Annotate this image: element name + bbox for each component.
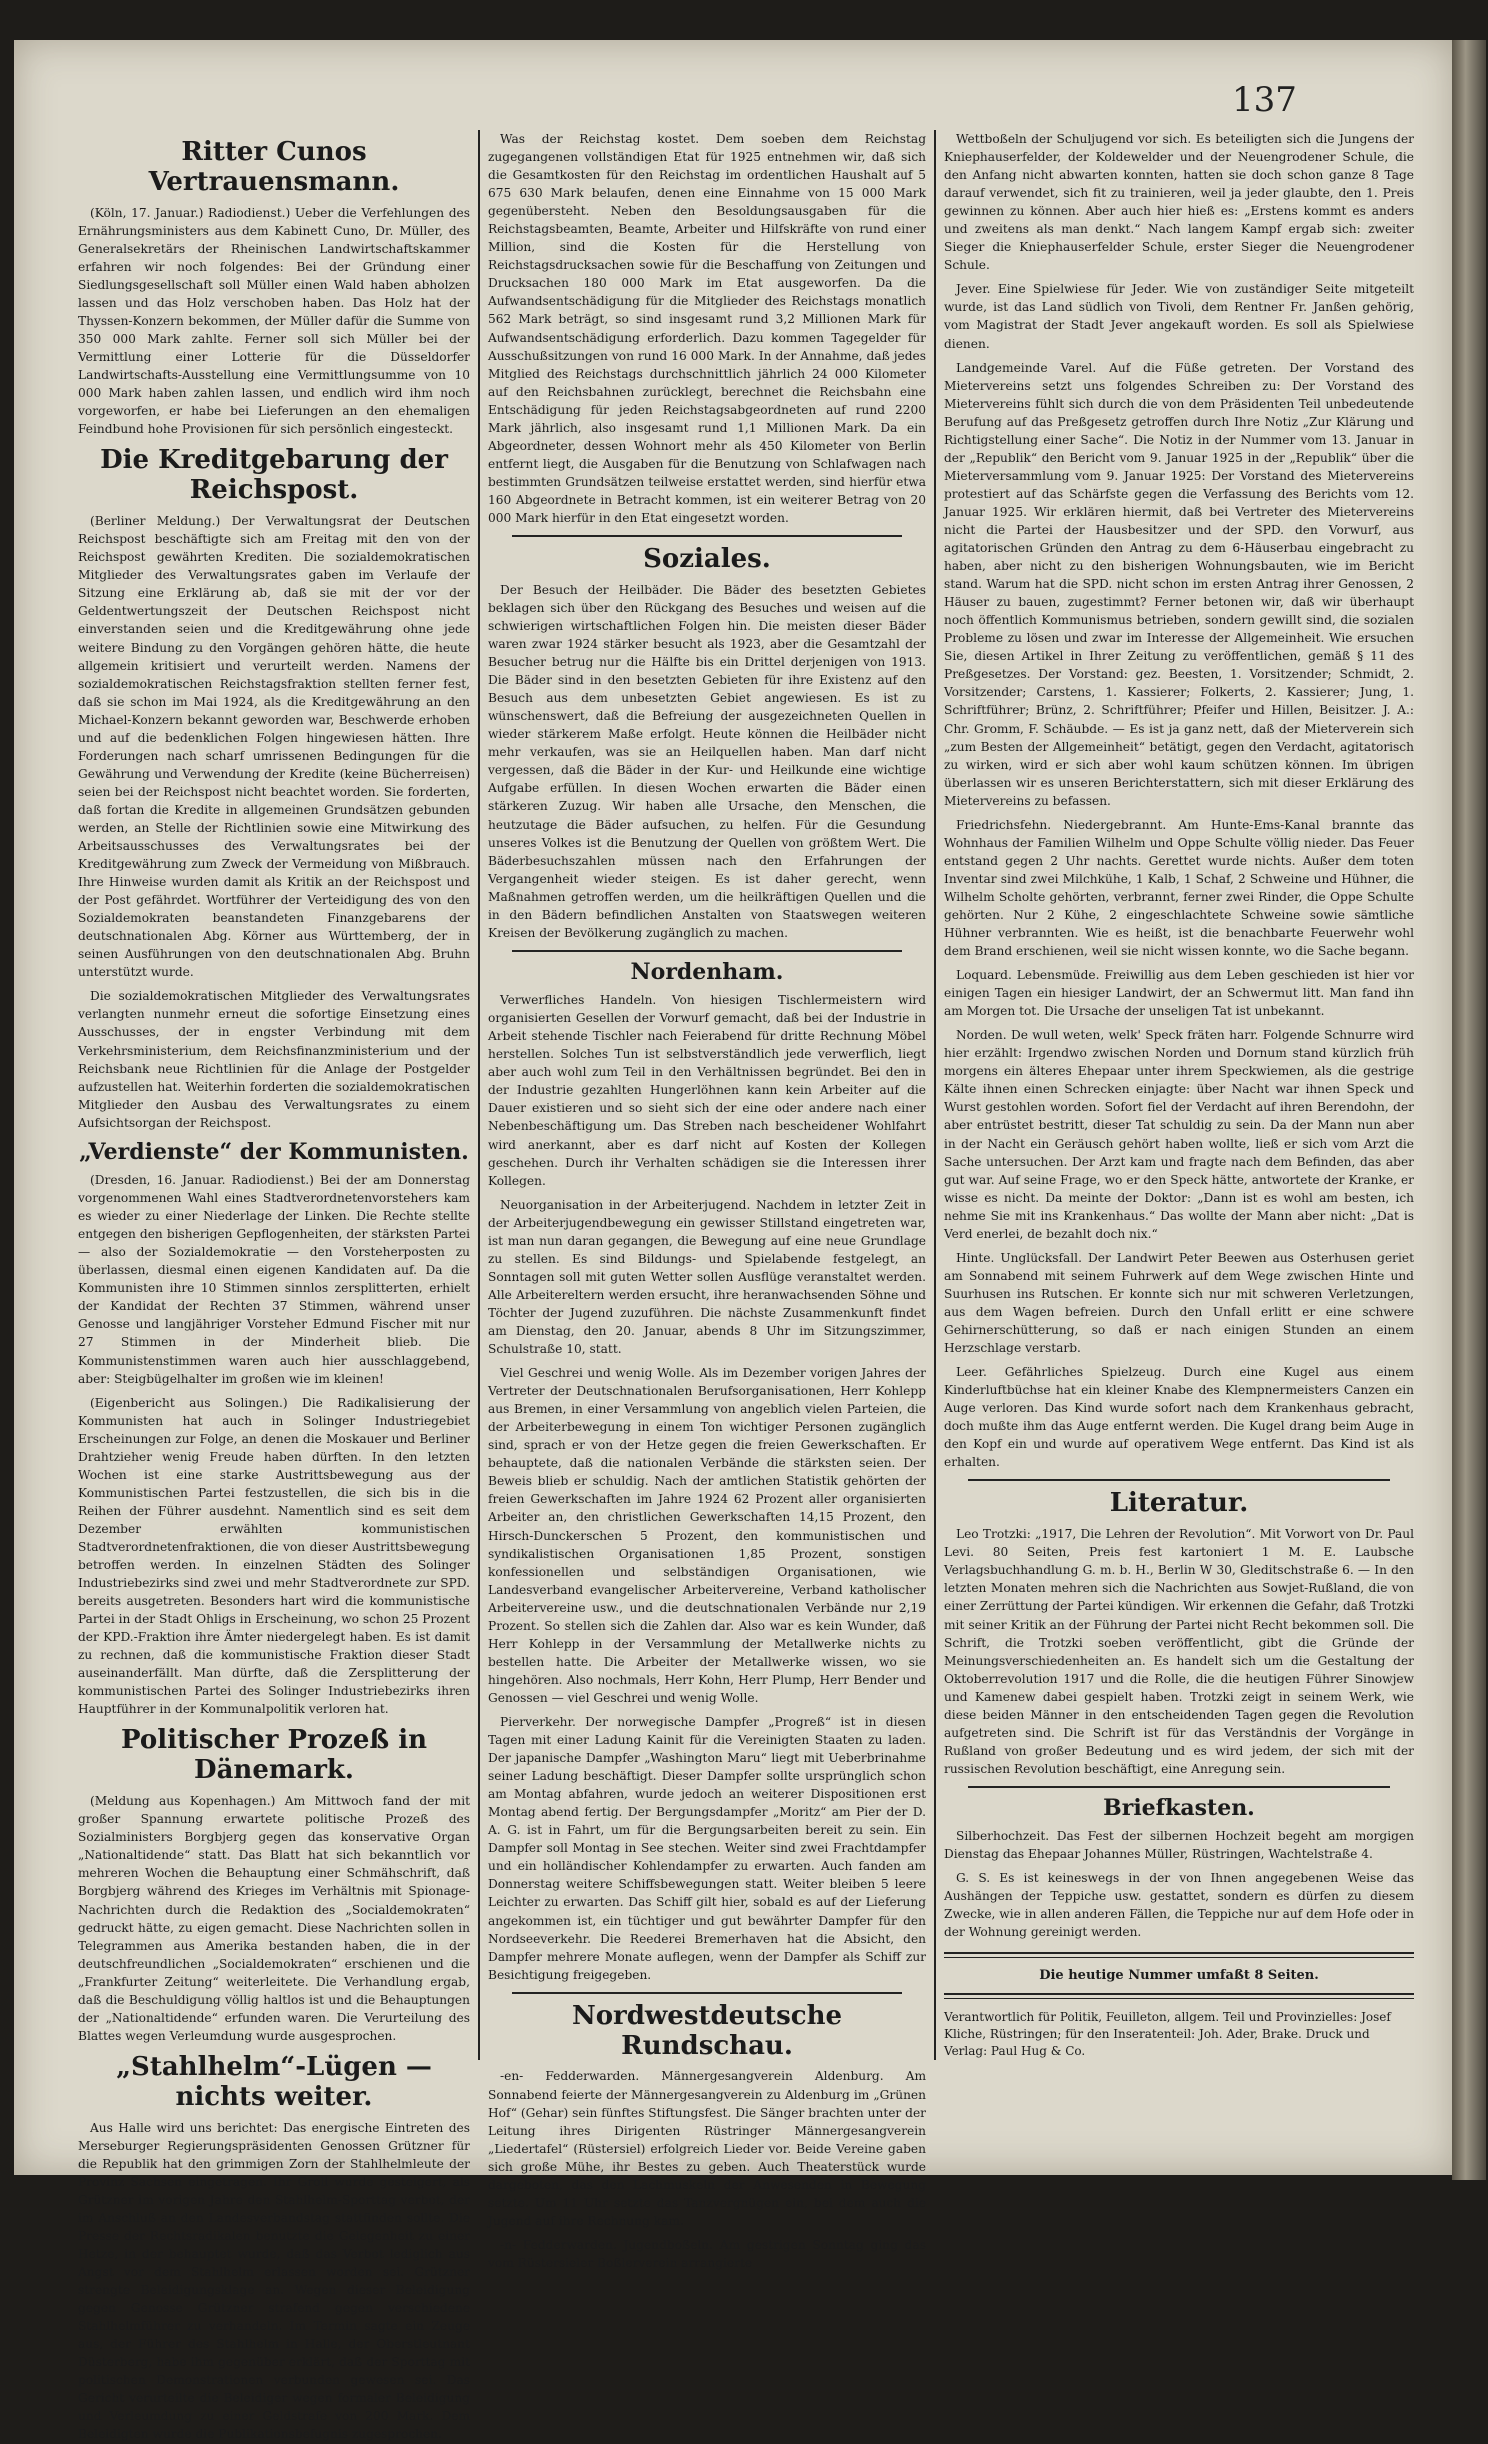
article-text: Jever. Eine Spielwiese für Jeder. Wie von zuständiger Seite mitgeteilt wurde, ist das Land südlich von Tivoli, dem Rentner Fr. Janßen gehörig, vom Magistrat der Stadt Jever angekauft worden. Es soll als Spielwiese dienen. xyxy=(944,282,1414,351)
section-divider xyxy=(968,1479,1390,1481)
book-edge xyxy=(1452,40,1486,2180)
article-text: Aus Halle wird uns berichtet: Das energische Eintreten des Merseburger Regierungspräsidenten Genossen Grützner für die Republik hat den grimmigen Zorn der Stahlhelmleute der Provinz Sachsen eingetragen. Ihr Groll wurde gesteigert, als Grützner im vorigen Jahre den Stahlhelm-Sporttag verbot, der im Anschluß an den Landesverbandstag stattfinden sollte. Die Presse der Rechtsradikalen benutzte die Gelegenheit zu einer Hetze, in der behauptet wurde, daß das Verbot lediglich aus Angst vor dem Stahlhelm erlassen worden sei. Grützner strengte Beleidigungsklage an. Wegen dieser Beleidigung gegen Genosse Grützner strafend gegen verschiedene Stahlhelmführer zu verhandeln. Im Termin sagte ein Zeuge aus, der Führer des Stahlhelm in Halle, der Oberstleutnant Düsterberg, habe ihm gegenüber erklärt, daß der Sporttag mit politischen Demonstrationen verbunden gewesen sei. Das Gericht verurteilte die Beleidiger wegen formaler Beleidigung und Verleumdung zu einer Geldstrafe von 200 Mark. Dem Beleidigten wurde die Publikationsbefugnis zugesprochen. xyxy=(78,2120,470,2442)
imprint: Verantwortlich für Politik, Feuilleton, allgem. Teil und Provinzielles: Josef Kliche, Rüstringen; für den Inseratenteil: Joh. Ader, Brake. Druck und Verlag: Paul Hug & Co. xyxy=(944,2009,1391,2059)
article-text: Hinte. Unglücksfall. Der Landwirt Peter Beewen aus Osterhusen geriet am Sonnabend mit seinem Fuhrwerk auf dem Wege zwischen Hinte und Suurhusen ins Rutschen. Er konnte sich nur mit schweren Verletzungen, aus dem Wagen befreien. Durch den Unfall erlitt er eine schwere Gehirnerschütterung, so daß er nach einigen Stunden an einem Herzschlage verstarb. xyxy=(944,1250,1414,1356)
article-title: „Stahlhelm“-Lügen — nichts weiter. xyxy=(116,2051,432,2112)
article-text: (Dresden, 16. Januar. Radiodienst.) Bei der am Donnerstag vorgenommenen Wahl eines Stadtverordnetenvorstehers kam es wieder zu einer Niederlage der Linken. Die Rechte stellte entgegen den bisherigen Gepflogenheiten, der stärksten Partei — also der Sozialdemokratie — den Vorsteherposten zu überlassen, diesmal einen eigenen Kandidaten auf. Da die Kommunisten ihre 10 Stimmen sinnlos zersplitterten, erhielt der Kandidat der Rechten 37 Stimmen, während unser Genosse und langjähriger Vorsteher Edmund Fischer mit nur 27 Stimmen in der Minderheit blieb. Die Kommunistenstimmen waren auch hier ausschlaggebend, aber: Steigbügelhalter im großen wie im kleinen! xyxy=(78,1173,470,1386)
article-text: Pierverkehr. Der norwegische Dampfer „Progreß“ ist in diesen Tagen mit einer Ladung Kainit für die Vereinigten Staaten zu laden. Der japanische Dampfer „Washington Maru“ liegt mit Ueberbrinahme seiner Ladung beschäftigt. Dieser Dampfer sollte ursprünglich schon am Montag abfahren, wurde jedoch an weiterer Dispositionen erst Montag abend fertig. Der Bergungsdampfer „Moritz“ am Pier der D. A. G. ist in Fahrt, um für die Bergungsarbeiten bereit zu sein. Ein Dampfer soll Montag in See stechen. Weiter sind zwei Frachtdampfer und ein holländischer Kohlendampfer zu erwarten. Auch fanden am Donnerstag weitere Schiffsbewegungen statt. Weiter bleiben 5 leere Leichter zu erwarten. Das Schiff gilt hier, sobald es auf der Lieferung angekommen ist, ein tüchtiger und gut bewährter Dampfer für den Nordseeverkehr. Die Reederei Bremerhaven hat die Absicht, den Dampfer mehrere Monate auflegen, wenn der Dampfer als Schiff zur Besichtigung freigegeben. xyxy=(488,1714,926,1982)
section-title: Literatur. xyxy=(1109,1488,1249,1519)
column-rule-2 xyxy=(934,130,936,2060)
article-text: Was der Reichstag kostet. Dem soeben dem Reichstag zugegangenen vollständigen Etat für 1925 entnehmen wir, daß sich die Gesamtkosten für den Reichstag im ordentlichen Haushalt auf 5 675 630 Mark belaufen, denen eine Einnahme von 15 000 Mark gegenübersteht. Neben den Besoldungsausgaben für die Reichstagsbeamten, Beamte, Arbeiter und Hilfskräfte von rund einer Million, sind die Kosten für die Herstellung von Reichstagsdrucksachen sowie für die Beschaffung von Zeitungen und Drucksachen 180 000 Mark im Etat ausgeworfen. Da die Aufwandsentschädigung für die Mitglieder des Reichstags monatlich 562 Mark beträgt, so sind insgesamt rund 3,2 Millionen Mark für Aufwandsentschädigung erforderlich. Dazu kommen Tagegelder für Ausschußsitzungen von rund 16 000 Mark. In der Annahme, daß jedes Mitglied des Reichstags durchschnittlich jährlich 24 000 Kilometer auf den Reichsbahnen zurücklegt, berechnet die Reichsbahn eine Entschädigung für jeden Reichstagsabgeordneten auf rund 2200 Mark jährlich, also insgesamt rund 1,1 Millionen Mark. Da ein Abgeordneter, dessen Wohnort mehr als 450 Kilometer von Berlin entfernt liegt, die Ausgaben für die Benutzung von Schlafwagen nach bestimmten Grundsätzen teilweise erstattet werden, sind hierfür etwa 160 Abgeordnete in Betracht kommen, ist ein weiterer Betrag von 20 000 Mark hierfür in den Etat eingesetzt worden. xyxy=(488,132,926,525)
article-text: (Eigenbericht aus Solingen.) Die Radikalisierung der Kommunisten hat auch in Solinger Industriegebiet Erscheinungen zur Folge, an denen die Moskauer und Berliner Drahtzieher wenig Freude haben dürften. In den letzten Wochen ist eine starke Austrittsbewegung aus der Kommunistischen Partei festzustellen, die sich bis in die Reihen der Führer ausdehnt. Namentlich sind es seit dem Dezember erwählten kommunistischen Stadtverordnetenfraktionen, die von dieser Austrittsbewegung betroffen werden. In einzelnen Städten des Solinger Industriebezirks sind zwei und mehr Stadtverordnete zur SPD. bereits ausgetreten. Besonders hart wird die kommunistische Partei in der Stadt Ohligs in Erscheinung, wo schon 25 Prozent der KPD.-Fraktion ihre Ämter niedergelegt haben. Es ist damit zu rechnen, daß die kommunistische Fraktion dieser Stadt auseinanderfällt. Man dürfte, daß die Zersplitterung der kommunistischen Partei des Solinger Industriebezirks ihren Hauptführer in der Kommunalpolitik verloren hat. xyxy=(78,1395,470,1717)
article-text: (Köln, 17. Januar.) Radiodienst.) Ueber die Verfehlungen des Ernährungsministers aus dem Kabinett Cuno, Dr. Müller, des Generalsekretärs der Rheinischen Landwirtschaftskammer erfahren wir noch folgendes: Bei der Gründung einer Siedlungsgesellschaft soll Müller einen Wald haben abholzen lassen und das Holz verschoben haben. Das Holz hat der Thyssen-Konzern bekommen, der Müller dafür die Summe von 350 000 Mark zahlte. Ferner soll sich Müller bei der Vermittlung einer Lotterie für die Düsseldorfer Landwirtschafts-Ausstellung eine Vermittlungsumme von 10 000 Mark haben zahlen lassen, und endlich wird ihm noch vorgeworfen, er habe bei Lieferungen an den ehemaligen Feindbund hohe Provisionen für sich persönlich eingesteckt. xyxy=(78,205,470,437)
column-1 xyxy=(78,130,470,2442)
footer-divider xyxy=(944,1952,1414,1958)
article-text: Norden. De wull weten, welk' Speck fräten harr. Folgende Schnurre wird hier erzählt: Irgendwo zwischen Norden und Dornum stand kürzlich früh morgens ein älteres Ehepaar unter ihrem Speckwiemen, als die gestrige Kälte ihnen einen Schrecken einjagte: über Nacht war ihnen Speck und Wurst gestohlen worden. Sofort fiel der Verdacht auf ihren Berendohn, der aber entrüstet bestritt, dieser Tat schuldig zu sein. Da der Mann nun aber in der Nacht ein Geräusch gehört haben wollte, ließ er sich vom Arzt die Sache untersuchen. Der Arzt kam und fragte nach dem Befinden, das aber gut war. Auf seine Frage, wo er den Speck hätte, antwortete der Kranke, er wisse es nicht. Da meinte der Doktor: „Dann ist es wohl am besten, ich nehme Sie mit ins Krankenhaus.“ Das wollte der Mann aber nicht: „Dat is Verd enerlei, de bezahlt doch nix.“ xyxy=(944,1028,1414,1241)
article-text: Leer. Gefährliches Spielzeug. Durch eine Kugel aus einem Kinderluftbüchse hat ein kleiner Knabe des Klempnermeisters Canzen ein Auge verloren. Das Kind wurde sofort nach dem Krankenhaus gebracht, doch mußte ihm das Auge entfernt werden. Die Kugel drang beim Auge in den Kopf ein und wurde auf operativem Wege entfernt. Das Kind ist als erhalten. xyxy=(944,1365,1414,1470)
article-text: Loquard. Lebensmüde. Freiwillig aus dem Leben geschieden ist hier vor einigen Tagen ein hiesiger Landwirt, der an Schwermut litt. Man fand ihn am Morgen tot. Die Ursache der unseligen Tat ist unbekannt. xyxy=(944,968,1414,1019)
article-text: -en- Fedderwarden. Männergesangverein Aldenburg. Am Sonnabend feierte der Männergesangverein zu Aldenburg im „Grünen Hof“ (Gehar) sein fünftes Stiftungsfest. Die Sänger brachten unter der Leitung ihres Dirigenten Rüstringer Männergesangverein „Liedertafel“ (Rüstersiel) erfolgreich Lieder vor. Beide Vereine gaben sich große Mühe, ihr Bestes zu geben. Auch Theaterstück wurde dargeboten, das den Lachmuskeln der Anwesenden in Bewegung setzte. Um 11 Uhr setzte das Tanzvergnügen ein, bei dem auch die Jugend auf ihre Rechnung kam. xyxy=(488,2069,926,2228)
section-title: Briefkasten. xyxy=(1103,1794,1255,1821)
article-text: Neuorganisation in der Arbeiterjugend. Nachdem in letzter Zeit in der Arbeiterjugendbewegung ein gewisser Stillstand eingetreten war, ist man nun daran gegangen, die Bewegung auf eine neue Grundlage zu stellen. Es sind Bildungs- und Spielabende festgelegt, an Sonntagen soll mit guten Wetter sollen Ausflüge veranstaltet werden. Alle Arbeitereltern werden ersucht, ihre heranwachsenden Söhne und Töchter der Jugend zuzuführen. Die nächste Zusammenkunft findet am Dienstag, den 20. Januar, abends 8 Uhr im Sitzungszimmer, Schulstraße 10, statt. xyxy=(488,1197,926,1357)
article-text: G. S. Es ist keineswegs in der von Ihnen angegebenen Weise das Aushängen der Teppiche usw. gestattet, sondern es dürfen zu diesem Zwecke, wie in allen anderen Fällen, die Teppiche nur auf dem Hofe oder in der Wohnung gereinigt werden. xyxy=(944,1871,1414,1940)
footer-divider xyxy=(944,1993,1414,1999)
article-text: Die sozialdemokratischen Mitglieder des Verwaltungsrates verlangten nunmehr erneut die sofortige Einsetzung eines Ausschusses, der in engster Verbindung mit dem Verkehrsministerium, dem Reichsfinanzministerium und der Reichsbank neue Richtlinien für die Anlage der Postgelder aufzustellen hat. Weiterhin forderten die sozialdemokratischen Mitglieder den Ausbau des Verwaltungsrates zu einem Aufsichtsorgan der Reichspost. xyxy=(78,989,470,1130)
section-divider xyxy=(512,535,902,537)
article-text: Landgemeinde Varel. Auf die Füße getreten. Der Vorstand des Mietervereins setzt uns folgendes Schreiben zu: Der Vorstand des Mietervereins fühlt sich durch die von dem Präsidenten Teil unbedeutende Berufung auf das Preßgesetz getroffen durch Ihre Notiz „Zur Klärung und Richtigstellung einer Sache“. Die Notiz in der Nummer vom 13. Januar in der „Republik“ den Bericht vom 9. Januar 1925 in der „Republik“ über die Mieterversammlung vom 9. Januar 1925: Der Vorstand des Mietervereins protestiert auf das Schärfste gegen die Verfassung des Berichts vom 12. Januar 1925. Wir erklären hiermit, daß bei Vertreter des Mietervereins nicht die Partei der Hausbesitzer und der SPD. den Vorwurf, aus agitatorischen Gründen den Antrag zu dem 6-Häuserbau eingebracht zu haben, aber nicht zu den bisherigen Wohnungsbauten, wie im Bericht stand. Warum hat die SPD. nicht schon im ersten Antrag ihrer Genossen, 2 Häuser zu bauen, zugestimmt? Ferner betonen wir, daß wir überhaupt noch öffentlich Kommunismus betrieben, sondern gewillt sind, die sozialen Probleme zu lösen und zwar im Interesse der Allgemeinheit. Wie ersuchen Sie, diesen Artikel in Ihrer Zeitung zu veröffentlichen, gemäß § 11 des Preßgesetzes. Der Vorstand: gez. Beesten, 1. Vorsitzender; Schmidt, 2. Vorsitzender; Carstens, 1. Kassierer; Folkerts, 2. Kassierer; Jung, 1. Schriftführer; Brünz, 2. Schriftführer; Pfeifer und Hillen, Beisitzer. J. A.: Chr. Gromm, F. Schäubde. — Es ist ja ganz nett, daß der Mieterverein sich „zum Besten der Allgemeinheit“ betätigt, gegen den Verdacht, agitatorisch zu wirken, wird er sich aber wohl kaum schützen können. Im übrigen überlassen wir es unseren Berichterstattern, sich mit dieser Erklärung des Mietervereins zu befassen. xyxy=(944,360,1414,808)
article-title: „Verdienste“ der Kommunisten. xyxy=(79,1138,469,1165)
article-text: Viel Geschrei und wenig Wolle. Als im Dezember vorigen Jahres der Vertreter der Deutschnationalen Berufsorganisationen, Herr Kohlepp aus Bremen, in einer Versammlung von angeblich vielen Parteien, die der Arbeiterbewegung in einem Ton wichtiger Personen zugänglich sind, sprach er von der Hetze gegen die freien Gewerkschaften. Er behauptete, daß die nationalen Verbände die stärksten seien. Der Beweis blieb er schuldig. Nach der amtlichen Statistik gehörten der freien Gewerkschaften im Jahre 1924 62 Prozent aller organisierten Arbeiter an, den christlichen Gewerkschaften 14,15 Prozent, den Hirsch-Dunckerschen 5 Prozent, den kommunistischen und syndikalistischen Organisationen 1,85 Prozent, sonstigen konfessionellen und selbständigen Organisationen, wie Landesverband evangelischer Arbeitervereine, Verband katholischer Arbeitervereine usw., und die deutschnationalen Verbände nur 2,19 Prozent. So stellen sich die Zahlen dar. Also war es kein Wunder, daß Herr Kohlepp in der Versammlung der Metallwerke nichts zu bestellen hatte. Die Arbeiter der Metallwerke wissen, wo sie hingehören. Also nochmals, Herr Kohn, Herr Plump, Herr Bender und Genossen — viel Geschrei und wenig Wolle. xyxy=(488,1366,926,1705)
article-text: -n- Fedderwarden. Jugendboßeln. Am gestrigen Sonntag ging das vom Rüstersieler Boßlerverein arrangierte xyxy=(488,2237,926,2270)
section-title: Nordenham. xyxy=(630,958,784,985)
page-count-note: Die heutige Nummer umfaßt 8 Seiten. xyxy=(1039,1967,1319,1983)
article-text: Der Besuch der Heilbäder. Die Bäder des besetzten Gebietes beklagen sich über den Rückgang des Besuches und weisen auf die schwierigen wirtschaftlichen Folgen hin. Die meisten dieser Bäder waren zwar 1924 stärker besucht als 1923, aber die Gesamtzahl der Besucher betrug nur die Hälfte bis ein Drittel derjenigen von 1913. Die Bäder sind in den besetzten Gebieten für ihre Existenz auf den Besuch aus dem unbesetzten Gebiet angewiesen. Es ist zu wünschenswert, daß die Befreiung der ausgezeichneten Quellen in wieder stärkerem Maße erfolgt. Heute können die Heilbäder nicht mehr verkaufen, was sie an Heilquellen haben. Man darf nicht vergessen, daß die Bäder in der Kur- und Heilkunde eine wichtige Aufgabe erfüllen. In diesen Wochen erwarten die Bäder einen stärkeren Zuzug. Wir haben alle Ursache, den Menschen, die heutzutage die Bäder aufsuchen, zu helfen. Für die Gesundung unseres Volkes ist die Benutzung der Quellen von größtem Wert. Die Bäderbesuchszahlen müssen nach den Erfahrungen der Vergangenheit wieder steigen. Es ist daher gerecht, wenn Maßnahmen getroffen werden, um die heilkräftigen Quellen und die in den Bädern befindlichen Anstalten von Staatswegen weiteren Kreisen der Bevölkerung zugänglich zu machen. xyxy=(488,582,926,940)
section-divider xyxy=(512,1992,902,1994)
article-text: (Meldung aus Kopenhagen.) Am Mittwoch fand der mit großer Spannung erwartete politische Prozeß des Sozialministers Borgbjerg gegen das konservative Organ „Nationaltidende“ statt. Das Blatt hat sich bekanntlich vor mehreren Wochen die Behauptung einer Schmähschrift, daß Borgbjerg während des Krieges im Verhältnis mit Spionage-Nachrichten durch die Redaktion des „Socialdemokraten“ gedruckt hätte, zu eigen gemacht. Diese Nachrichten sollen in Telegrammen aus Amerika bestanden haben, die in der deutschfreundlichen „Socialdemokraten“ erschienen und die „Frankfurter Zeitung“ weiterleitete. Die Verhandlung ergab, daß die Beschuldigung völlig haltlos ist und die Behauptungen der „Nationaltidende“ erfunden waren. Die Verurteilung des Blattes wegen Verleumdung wurde ausgesprochen. xyxy=(78,1794,470,2043)
article-title: Politischer Prozeß in Dänemark. xyxy=(121,1725,427,1786)
column-2 xyxy=(488,130,926,2270)
article-title: Ritter Cunos Vertrauensmann. xyxy=(148,137,400,197)
section-divider xyxy=(968,1786,1390,1788)
article-text: Verwerfliches Handeln. Von hiesigen Tischlermeistern wird organisierten Gesellen der Vorwurf gemacht, daß bei der Industrie in Arbeit stehende Tischler nach Feierabend für dritte Rechnung Möbel herstellen. Solches Tun ist selbstverständlich jede verwerflich, liegt aber auch wohl zum Teil in den Verhältnissen begründet. Bei den in der Industrie gezahlten Hungerlöhnen kann kein Arbeiter auf die Dauer existieren und so sieht sich der eine oder andere nach einer Nebenbeschäftigung um. Das Streben nach bescheidener Wohlfahrt wird anerkannt, aber es darf nicht auf Kosten der Kollegen geschehen. Durch ihr Verhalten schädigen sie die Interessen ihrer Kollegen. xyxy=(488,993,926,1188)
section-title: Nordwestdeutsche Rundschau. xyxy=(571,2000,843,2061)
article-text: (Berliner Meldung.) Der Verwaltungsrat der Deutschen Reichspost beschäftigte sich am Freitag mit den von der Reichspost gewährten Krediten. Die sozialdemokratischen Mitglieder des Verwaltungsrates gaben im Verlaufe der Sitzung eine Erklärung ab, daß sie mit der vor der Geldentwertungszeit der Deutschen Reichspost nicht einverstanden seien und die Kreditgewährung ohne jede weitere Bindung zu den Vorgängen gehören hätte, die heute allgemein kritisiert und verurteilt werden. Namens der sozialdemokratischen Reichstagsfraktion stellten ferner fest, daß sie schon im Mai 1924, als die Kreditgewährung an den Michael-Konzern bekannt geworden war, Beschwerde erhoben und auf die bedenklichen Folgen hingewiesen hätten. Ihre Forderungen nach scharf umrissenen Bedingungen für die Gewährung und Verwendung der Kredite (keine Bücherreisen) seien bei der Reichspost nicht beachtet worden. Sie forderten, daß fortan die Kredite in allgemeinen Grundsätzen gebunden werden, an Stelle der Richtlinien sowie eine Mitwirkung des Arbeitsausschusses des Verwaltungsrates bei der Kreditgewährung zum Zweck der Vermeidung von Mißbrauch. Ihre Hinweise wurden damit als Kritik an der Reichspost und der Post gefährdet. Wortführer der Verteidigung des von den Sozialdemokraten beanstandeten Finanzgebarens der deutschnationalen Abg. Körner aus Württemberg, der in seinen Ausführungen von den deutschnationalen Abg. Bruhn unterstützt wurde. xyxy=(78,514,470,980)
article-text: Friedrichsfehn. Niedergebrannt. Am Hunte-Ems-Kanal brannte das Wohnhaus der Familien Wilhelm und Oppe Schulte völlig nieder. Das Feuer entstand gegen 2 Uhr nachts. Gerettet wurde nichts. Außer dem toten Inventar sind zwei Milchkühe, 1 Kalb, 1 Schaf, 2 Schweine und Hühner, die Wilhelm Scholte gehörten, verbrannt, ferner zwei Rinder, die Oppe Schulte gehörten. Nur 2 Kühe, 2 eingeschlachtete Schweine sowie sämtliche Hühner verbrannten. Wie es heißt, ist die benachbarte Feuerwehr wohl dem Brand erschienen, weil sie nicht wissen konnte, wo die Sache begann. xyxy=(944,817,1414,959)
article-text: Leo Trotzki: „1917, Die Lehren der Revolution“. Mit Vorwort von Dr. Paul Levi. 80 Seiten, Preis fest kartoniert 1 M. E. Laubsche Verlagsbuchhandlung G. m. b. H., Berlin W 30, Gleditschstraße 6. — In den letzten Monaten mehren sich die Nachrichten aus Sowjet-Rußland, die von einer Zerrüttung der Partei kündigen. Wir erkennen die Gefahr, daß Trotzki mit seiner Kritik an der Führung der Partei nicht Recht bekommen soll. Die Schrift, die Trotzki soeben veröffentlicht, gibt die Gründe der Meinungsverschiedenheiten an. Es handelt sich um die Gestaltung der Oktoberrevolution 1917 und die Rolle, die die heutigen Führer Sinowjew und Kamenew dabei gespielt haben. Trotzki zeigt in seinem Werk, wie diese beiden Männer in den entscheidenden Tagen gegen die Revolution aufgetreten sind. Die Schrift ist für das Verständnis der Vorgänge in Rußland von großer Bedeutung und es wird jedem, der sich mit der russischen Revolution beschäftigt, eine Anregung sein. xyxy=(944,1527,1414,1776)
page-number: 137 xyxy=(1232,80,1297,120)
article-title: Die Kreditgebarung der Reichspost. xyxy=(100,445,448,506)
column-rule-1 xyxy=(478,130,480,2060)
article-text: Wettboßeln der Schuljugend vor sich. Es beteiligten sich die Jungens der Kniephauserfelder, der Koldewelder und der Neuengrodener Schule, die den Anfang nicht abwarten konnten, hatten sie doch schon ganze 8 Tage darauf verwendet, sich fit zu trainieren, weil ja jeder glaubte, den 1. Preis gewinnen zu können. Aber auch hier hieß es: „Erstens kommt es anders und zweitens als man denkt.“ Nach langem Kampf ergab sich: zweiter Sieger die Kniephauserfelder Schule, erster Sieger die Neuengrodener Schule. xyxy=(944,132,1414,273)
section-divider xyxy=(512,950,902,952)
article-text: Silberhochzeit. Das Fest der silbernen Hochzeit begeht am morgigen Dienstag das Ehepaar Johannes Müller, Rüstringen, Wachtelstraße 4. xyxy=(944,1829,1414,1862)
column-3 xyxy=(944,130,1414,2060)
section-title: Soziales. xyxy=(643,544,771,575)
